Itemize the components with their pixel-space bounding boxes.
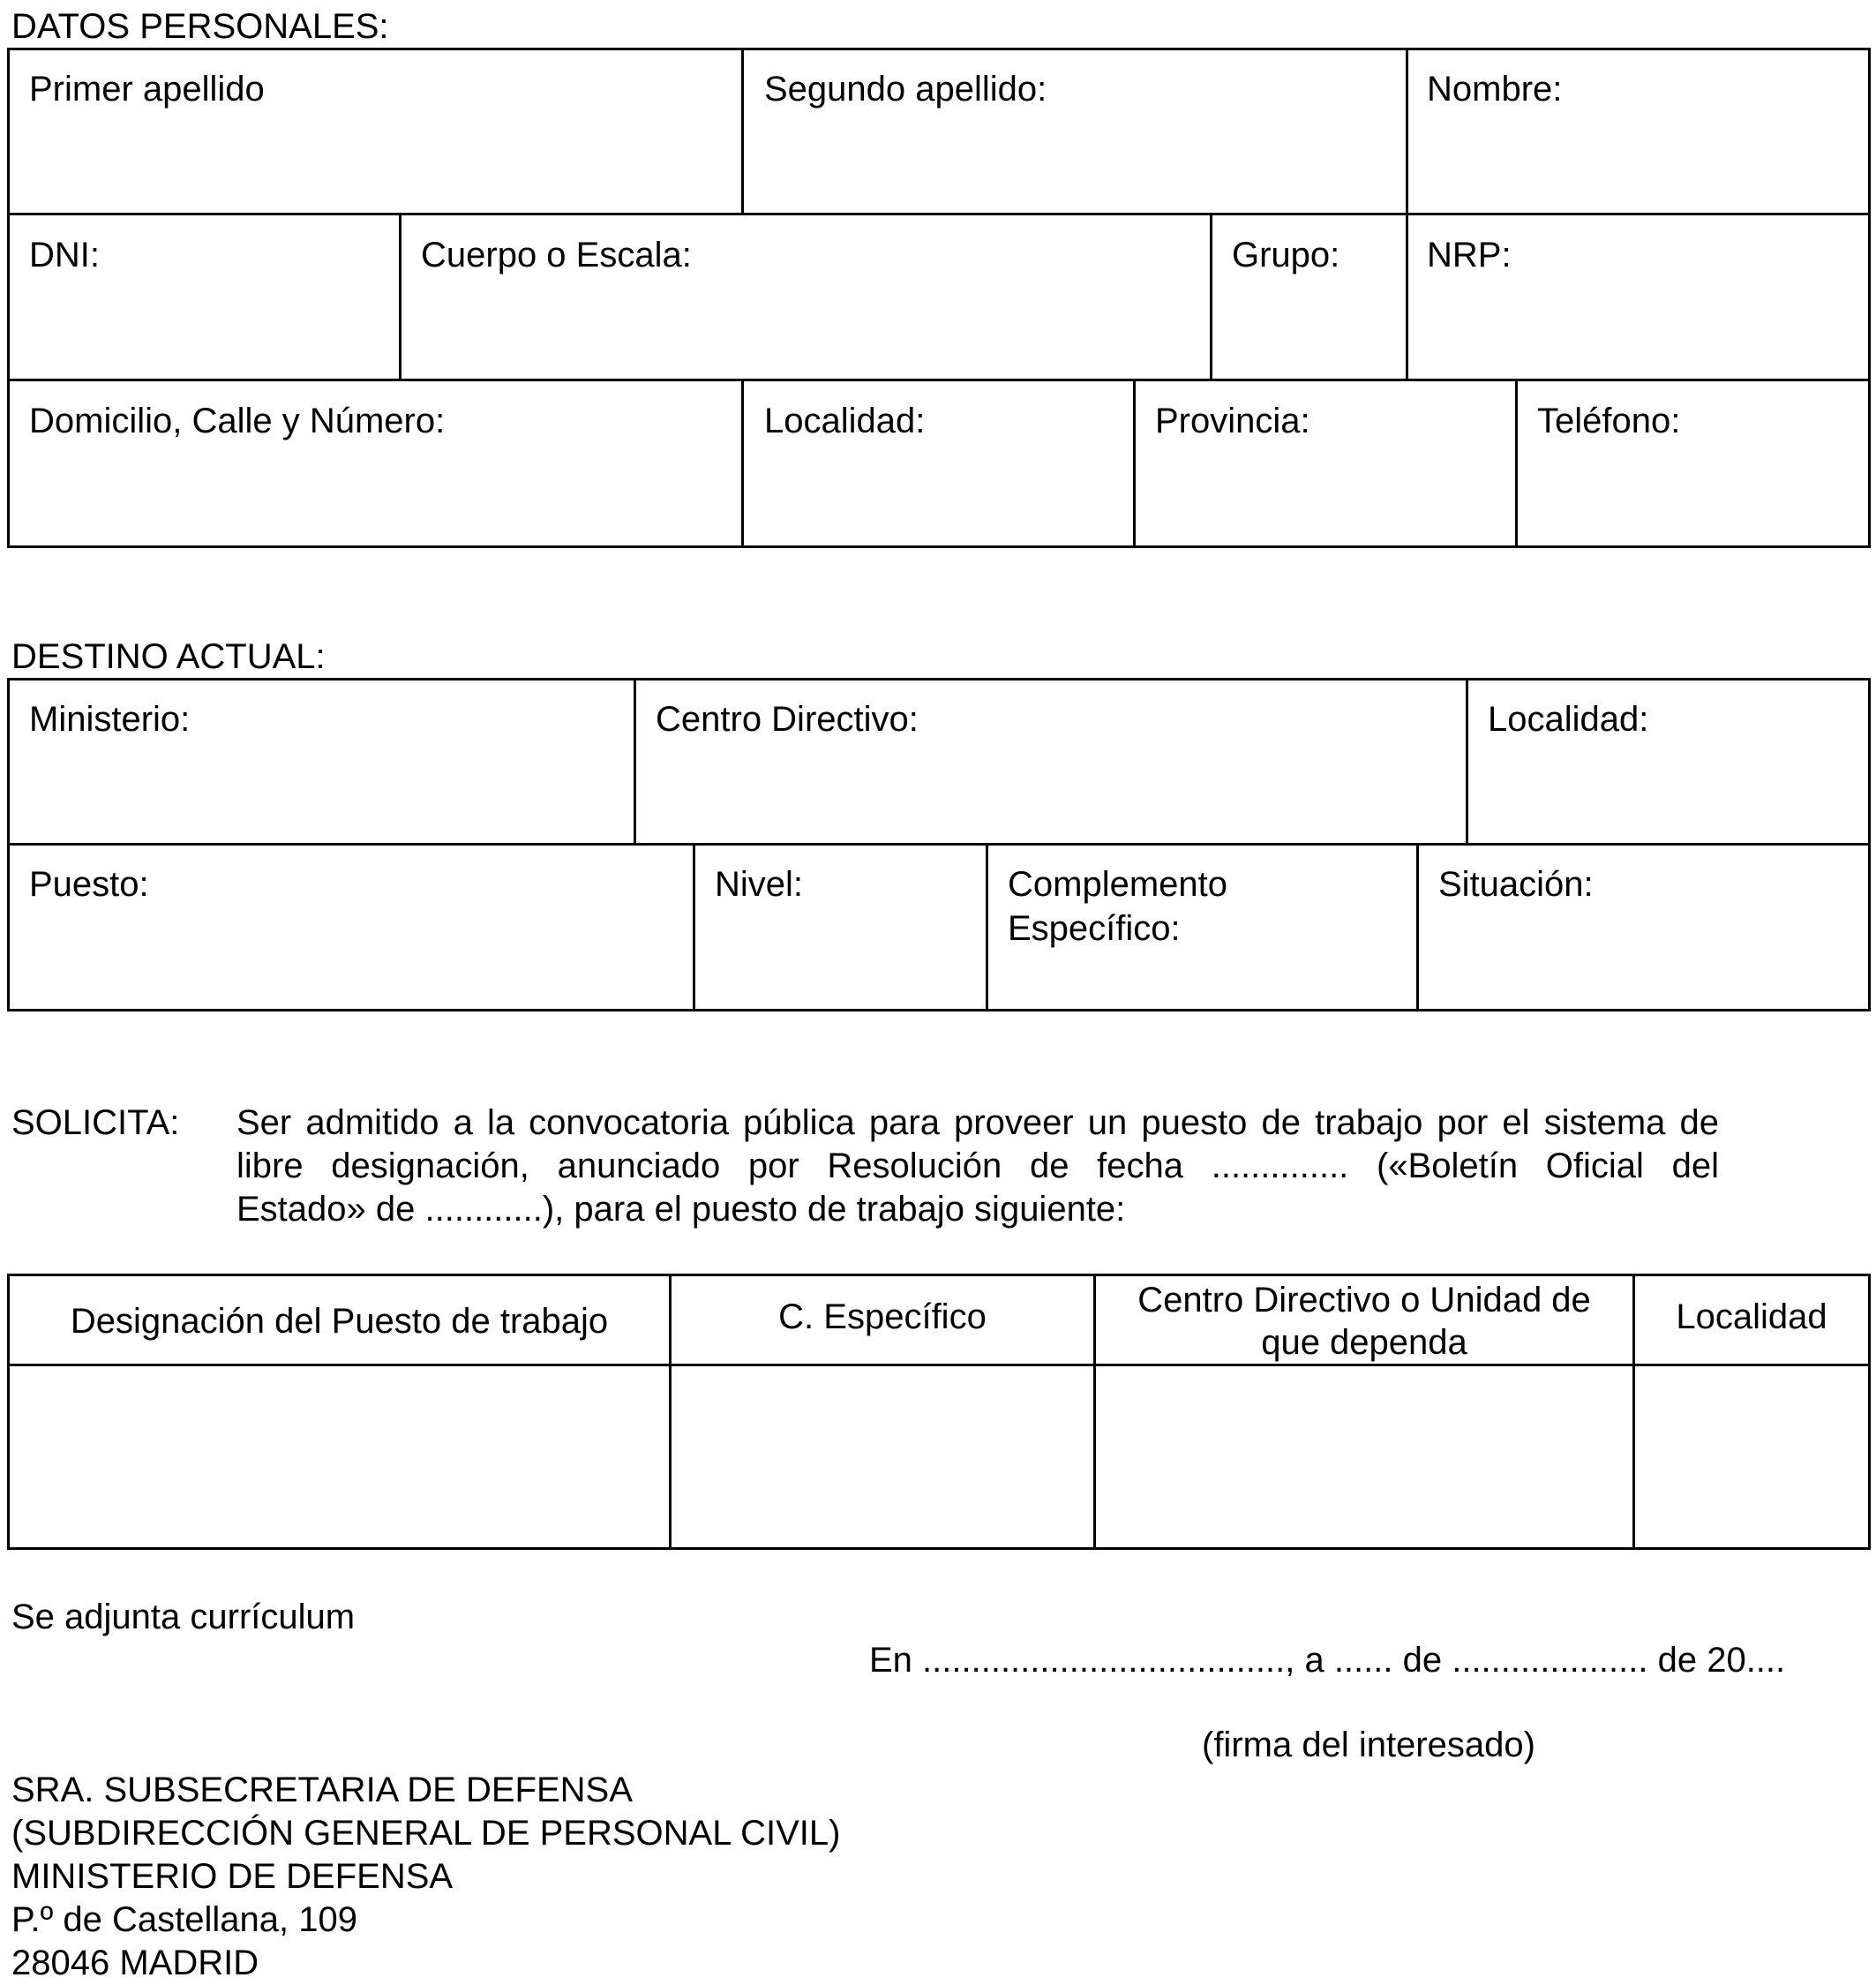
dni-field[interactable]: DNI: [29,236,100,274]
divider [1406,213,1408,380]
divider [986,843,988,1011]
divider [7,213,1871,215]
nrp-field[interactable]: NRP: [1427,236,1512,274]
col-centro-header-2: que dependa [1261,1323,1467,1362]
situacion-field[interactable]: Situación: [1438,865,1594,904]
nivel-field[interactable]: Nivel: [715,865,804,904]
solicita-line-3: Estado» de ............), para el puesto de trabajo siguiente: [236,1190,1126,1229]
col-centro-header-1: Centro Directivo o Unidad de [1137,1281,1591,1320]
col-designacion-header: Designación del Puesto de trabajo [70,1302,609,1341]
divider [1466,678,1468,844]
divider [693,843,695,1011]
segundo-apellido-field[interactable]: Segundo apellido: [764,70,1047,109]
curriculum-note: Se adjunta currículum [11,1598,356,1636]
address-line: SRA. SUBSECRETARIA DE DEFENSA [11,1771,633,1809]
telefono-field[interactable]: Teléfono: [1537,402,1681,440]
divider [399,213,401,380]
complemento-label-1[interactable]: Complemento [1008,865,1228,904]
primer-apellido-field[interactable]: Primer apellido [29,70,265,109]
solicita-label: SOLICITA: [11,1103,180,1142]
divider [1210,213,1212,380]
address-line: (SUBDIRECCIÓN GENERAL DE PERSONAL CIVIL) [11,1814,841,1853]
solicita-line-1: Ser admitido a la convocatoria pública para proveer un puesto de trabajo por el sistema de [236,1103,1719,1142]
solicita-line-2: libre designación, anunciado por Resolución de fecha .............. («Boletín Oficial del [236,1147,1719,1185]
divider [741,48,744,214]
divider [7,843,1871,846]
divider [634,678,636,844]
puesto-field[interactable]: Puesto: [29,865,149,904]
divider [1515,379,1518,548]
col-especifico-header: C. Específico [778,1297,987,1336]
localidad-cell[interactable] [1636,1367,1868,1547]
divider [1406,48,1408,214]
destino-localidad-field[interactable]: Localidad: [1488,700,1649,739]
place-date-line[interactable]: En ....................................., a ...... de .................... de 20.... [869,1641,1786,1680]
especifico-cell[interactable] [672,1367,1092,1547]
divider [1416,843,1419,1011]
nombre-field[interactable]: Nombre: [1427,70,1563,109]
divider [741,379,744,548]
centro-directivo-field[interactable]: Centro Directivo: [656,700,919,739]
localidad-field[interactable]: Localidad: [764,402,926,440]
complemento-label-2[interactable]: Específico: [1008,909,1181,948]
designacion-cell[interactable] [11,1367,668,1547]
ministerio-field[interactable]: Ministerio: [29,700,191,739]
signature-caption: (firma del interesado) [1202,1726,1535,1764]
divider [1133,379,1136,548]
provincia-field[interactable]: Provincia: [1155,402,1310,440]
address-line: MINISTERIO DE DEFENSA [11,1857,454,1896]
grupo-field[interactable]: Grupo: [1232,236,1340,274]
destino-heading: DESTINO ACTUAL: [11,637,326,676]
centro-unidad-cell[interactable] [1097,1367,1632,1547]
domicilio-field[interactable]: Domicilio, Calle y Número: [29,402,446,440]
divider [7,379,1871,381]
cuerpo-escala-field[interactable]: Cuerpo o Escala: [421,236,692,274]
address-line: P.º de Castellana, 109 [11,1900,357,1939]
personal-data-table [7,48,1871,548]
address-line: 28046 MADRID [11,1944,259,1982]
col-localidad-header: Localidad [1676,1297,1827,1336]
personal-heading: DATOS PERSONALES: [11,7,389,46]
